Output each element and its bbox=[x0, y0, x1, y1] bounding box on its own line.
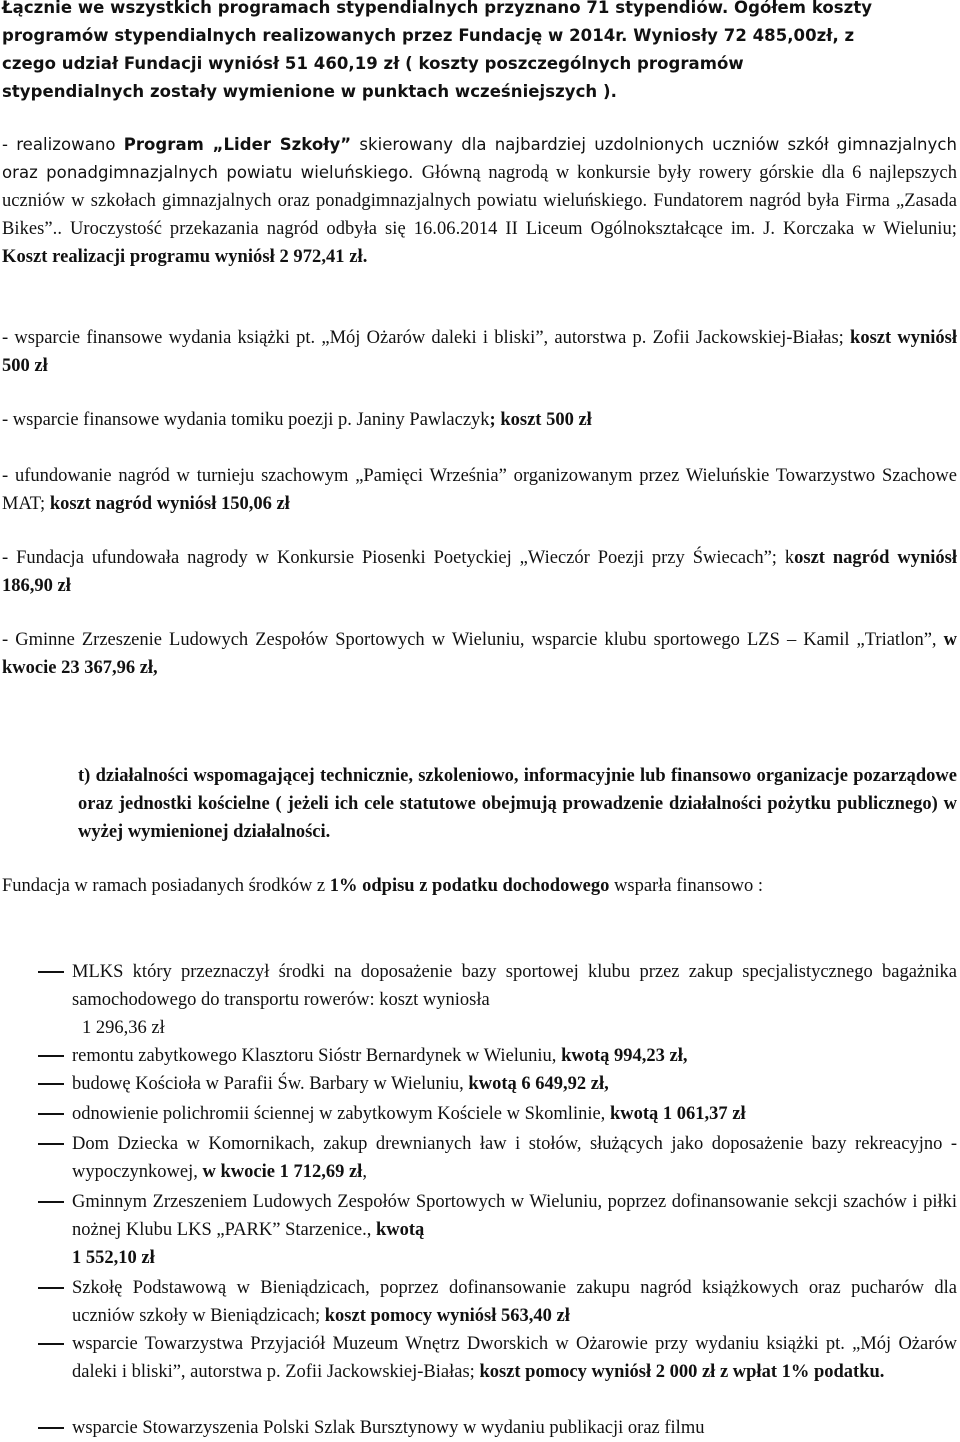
lzs-support-paragraph bbox=[2, 626, 957, 682]
list-item-text: remontu zabytkowego Klasztoru Sióstr Bernardynek w Wieluniu, kwotą 994,23 zł, bbox=[72, 1046, 688, 1066]
dash-bullet bbox=[38, 971, 64, 973]
lider-cost: Koszt realizacji programu wyniósł 2 972,41 zł. bbox=[2, 247, 368, 267]
dash-bullet bbox=[38, 1287, 64, 1289]
poems-text: - wsparcie finansowe wydania tomiku poezji p. Janiny Pawlaczyk bbox=[2, 410, 490, 430]
list-item-text: Dom Dziecka w Komornikach, zakup drewnianych ław i stołów, służących jako doposażenie bazy rekreacyjno - wypoczynkowej, w kwocie 1 712,69 zł, bbox=[72, 1134, 957, 1182]
song-contest-paragraph bbox=[2, 544, 957, 600]
summary-line-4: stypendialnych zostały wymienione w punktach wcześniejszych ). bbox=[2, 82, 617, 101]
list-item-text: odnowienie polichromii ściennej w zabytkowym Kościele w Skomlinie, kwotą 1 061,37 zł bbox=[72, 1104, 746, 1124]
summary-line-1: Łącznie we wszystkich programach stypendialnych przyznano 71 stypendiów. Ogółem koszty bbox=[2, 0, 873, 17]
list-item-amount: kwotą 994,23 zł, bbox=[561, 1046, 688, 1066]
dash-bullet bbox=[38, 1343, 64, 1345]
poems-support-paragraph bbox=[2, 406, 957, 434]
list-item-amount: kwotą 6 649,92 zł, bbox=[468, 1074, 609, 1094]
lider-program-name: Program „Lider Szkoły” bbox=[123, 135, 352, 154]
section-t-text: t) działalności wspomagającej technicznie, szkoleniowo, informacyjnie lub finansowo organizacje pozarządowe oraz jednostki kościelne ( jeżeli ich cele statutowe obejmują prowadzenie działalności pożytku publicznego) w wyżej wymienionej działalności. bbox=[78, 766, 957, 842]
list-item-text: MLKS który przeznaczył środki na doposażenie bazy sportowej klubu przez zakup specjalistycznego bagażnika samochodowego do transportu rowerów: koszt wyniosła 1 296,36 zł bbox=[72, 962, 957, 1038]
scholarship-summary bbox=[2, 0, 957, 106]
dash-bullet bbox=[38, 1427, 64, 1429]
song-text: - Fundacja ufundowała nagrody w Konkursie Piosenki Poetyckiej „Wieczór Poezji przy Świecach”; k bbox=[2, 548, 795, 568]
intro-text-1: Fundacja w ramach posiadanych środków z bbox=[2, 876, 330, 896]
one-percent-intro bbox=[2, 872, 957, 900]
list-item-amount: 1 296,36 zł bbox=[82, 1018, 165, 1038]
dash-bullet bbox=[38, 1113, 64, 1115]
song-cost: oszt nagród wyniósł 186,90 zł bbox=[2, 548, 957, 596]
book-text: - wsparcie finansowe wydania książki pt. „Mój Ożarów daleki i bliski”, autorstwa p. Zofii Jackowskiej-Białas; bbox=[2, 328, 851, 348]
section-t-heading bbox=[78, 762, 957, 846]
dash-bullet bbox=[38, 1055, 64, 1057]
summary-line-3: czego udział Fundacji wyniósł 51 460,19 zł ( koszty poszczególnych programów bbox=[2, 54, 744, 73]
book-support-paragraph bbox=[2, 324, 957, 380]
lider-text-3: Główną nagrodą w konkursie były rowery górskie dla 6 najlepszych uczniów w szkołach gimnazjalnych oraz ponadgimnazjalnych powiatu wieluńskiego. Fundatorem nagród była Firma „Zasada Bikes”.. Uroczystość przekazania nagród odbyła się 16.06.2014 II Liceum Ogólnokształcące im. J. Korczaka w Wieluniu; bbox=[2, 163, 957, 239]
chess-prizes-paragraph bbox=[2, 462, 957, 518]
list-item-text: wsparcie Stowarzyszenia Polski Szlak Bursztynowy w wydaniu publikacji oraz filmu bbox=[72, 1418, 705, 1438]
dash-bullet bbox=[38, 1201, 64, 1203]
lzs-cost: w kwocie 23 367,96 zł, bbox=[2, 630, 957, 678]
summary-line-2: programów stypendialnych realizowanych przez Fundację w 2014r. Wyniosły 72 485,00zł, z bbox=[2, 26, 855, 45]
lzs-text: - Gminne Zrzeszenie Ludowych Zespołów Sportowych w Wieluniu, wsparcie klubu sportowego LZS – Kamil „Triatlon”, bbox=[2, 630, 944, 650]
intro-text-2: wsparła finansowo : bbox=[609, 876, 764, 896]
book-cost: koszt wyniósł 500 zł bbox=[2, 328, 957, 376]
list-item-amount: koszt pomocy wyniósł 563,40 zł bbox=[324, 1306, 570, 1326]
list-item-text: Szkołę Podstawową w Bieniądzicach, poprzez dofinansowanie zakupu nagród książkowych oraz pucharów dla uczniów szkoły w Bieniądzicach; koszt pomocy wyniósł 563,40 zł bbox=[72, 1278, 957, 1326]
chess-cost: koszt nagród wyniósł 150,06 zł bbox=[49, 494, 290, 514]
lider-text-1: - realizowano bbox=[2, 135, 124, 154]
list-item-amount: kwotą 1 061,37 zł bbox=[609, 1104, 746, 1124]
list-item-text: budowę Kościoła w Parafii Św. Barbary w Wieluniu, kwotą 6 649,92 zł, bbox=[72, 1074, 609, 1094]
poems-cost: ; koszt 500 zł bbox=[489, 410, 592, 430]
list-item-amount: w kwocie 1 712,69 zł bbox=[202, 1162, 363, 1182]
dash-bullet bbox=[38, 1083, 64, 1085]
list-item-text: Gminnym Zrzeszeniem Ludowych Zespołów Sportowych w Wieluniu, poprzez dofinansowanie sekcji szachów i piłki nożnej Klubu LKS „PARK” Starzenice., kwotą 1 552,10 zł bbox=[72, 1192, 957, 1268]
chess-text: - ufundowanie nagród w turnieju szachowym „Pamięci Września” organizowanym przez Wieluńskie Towarzystwo Szachowe MAT; bbox=[2, 466, 957, 514]
lider-text-2: skierowany dla najbardziej uzdolnionych uczniów szkół gimnazjalnych oraz ponadgimnazjalnych powiatu wieluńskiego. bbox=[2, 135, 957, 182]
intro-one-percent: 1% odpisu z podatku dochodowego bbox=[329, 876, 610, 896]
list-item-text: wsparcie Towarzystwa Przyjaciół Muzeum Wnętrz Dworskich w Ożarowie przy wydaniu książki pt. „Mój Ożarów daleki i bliski”, autorstwa p. Zofii Jackowskiej-Białas; koszt pomocy wyniósł 2 000 zł z wpłat 1% podatku. bbox=[72, 1334, 957, 1382]
list-item-amount: 1 552,10 zł bbox=[72, 1248, 155, 1268]
dash-bullet bbox=[38, 1143, 64, 1145]
lider-program-paragraph bbox=[2, 131, 957, 271]
list-item-amount: koszt pomocy wyniósł 2 000 zł z wpłat 1% podatku. bbox=[479, 1362, 885, 1382]
